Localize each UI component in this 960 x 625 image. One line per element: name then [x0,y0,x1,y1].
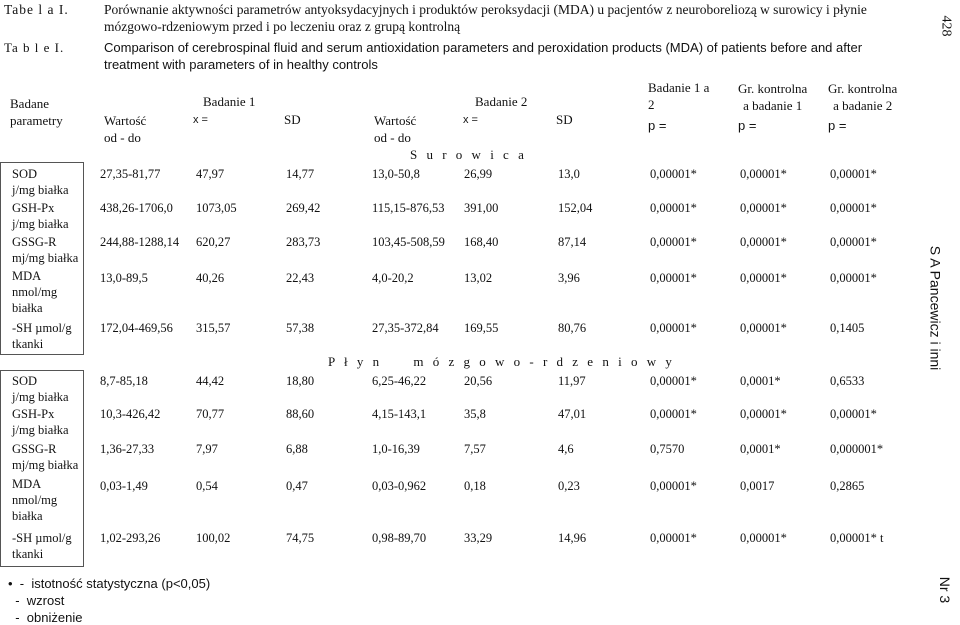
table-cell: 26,99 [464,167,493,181]
header-mean-2: x = [463,114,478,126]
table-cell: 0,00001* [650,321,697,335]
table-cell: 57,38 [286,321,315,335]
table-cell: 283,73 [286,235,321,249]
table-cell: 0,0017 [740,479,775,493]
table-cell: 13,0-50,8 [372,167,420,181]
table-cell: 0,00001* [650,531,697,545]
table-cell: 40,26 [196,271,225,285]
table-cell: 115,15-876,53 [372,201,445,215]
table-cell: 4,6 [558,442,574,456]
table-cell: 0,00001* [740,167,787,181]
footnotes [8,575,210,625]
header-p-3: p = [828,118,847,133]
table-cell: 13,0-89,5 [100,271,148,285]
table-cell: 0,2865 [830,479,865,493]
table-cell: 47,01 [558,407,587,421]
table-cell: 391,00 [464,201,499,215]
header-sd-2: SD [556,112,573,127]
param-label: SOD j/mg białka [12,374,69,404]
section-csf: P ł y n m ó z g o w o - r d z e n i o w y [328,354,675,369]
table-cell: 0,1405 [830,321,865,335]
table-cell: 0,00001* [830,407,877,421]
table-cell: 6,25-46,22 [372,374,427,388]
table-cell: 0,03-1,49 [100,479,148,493]
caption-label-en: Ta b l e I. [4,40,65,55]
table-cell: 0,00001* [650,374,697,388]
table-cell: 0,00001* [740,531,787,545]
table-cell: 0,00001* [650,407,697,421]
table-cell: 100,02 [196,531,231,545]
header-badanie-2: Badanie 2 [475,94,528,109]
table-cell: 7,97 [196,442,218,456]
table-cell: 438,26-1706,0 [100,201,173,215]
footnote-increase: - wzrost [8,593,65,608]
table-cell: 0,00001* [650,271,697,285]
param-label: MDA nmol/mg białka [12,269,58,315]
table-cell: 0,23 [558,479,580,493]
table-cell: 44,42 [196,374,225,388]
table-cell: 0,00001* [830,271,877,285]
table-cell: 0,00001* [740,235,787,249]
header-control-vs-1: Gr. kontrolna a badanie 1 [738,81,808,113]
table-cell: 80,76 [558,321,587,335]
table-cell: 0,00001* [650,201,697,215]
table-cell: 0,47 [286,479,308,493]
issue-number: Nr 3 [936,576,953,604]
table-cell: 4,0-20,2 [372,271,414,285]
table-cell: 169,55 [464,321,499,335]
table-cell: 70,77 [196,407,225,421]
table-cell: 0,00001* [650,479,697,493]
caption-text-pl: Porównanie aktywności parametrów antyoksydacyjnych i produktów peroksydacji (MDA) u pacjentów z neuroboreliozą w surowicy i płynie mózgowo-rdzeniowym przed i po leczeniu oraz z grupą kontrolną [104,2,867,34]
table-cell: 0,00001* [740,321,787,335]
param-label: GSSG-R mj/mg białka [12,442,79,472]
table-cell: 7,57 [464,442,486,456]
table-cell: 13,0 [558,167,580,181]
table-cell: 0,0001* [740,442,781,456]
table-cell: 269,42 [286,201,321,215]
table-cell: 0,000001* [830,442,884,456]
table-cell: 22,43 [286,271,315,285]
table-cell: 1,0-16,39 [372,442,420,456]
table-cell: 33,29 [464,531,493,545]
header-comparison-1-2: Badanie 1 a 2 [648,80,710,112]
table-cell: 18,80 [286,374,315,388]
table-cell: 0,00001* [650,167,697,181]
table-cell: 1073,05 [196,201,237,215]
param-label: -SH µmol/g tkanki [12,321,72,351]
table-cell: 0,54 [196,479,218,493]
table-cell: 14,77 [286,167,315,181]
table-cell: 152,04 [558,201,593,215]
header-params: Badane parametry [10,96,63,128]
table-cell: 315,57 [196,321,231,335]
caption-label-pl: Tabe l a I. [4,2,69,17]
header-sd-1: SD [284,112,301,127]
table-cell: 0,00001* [740,201,787,215]
header-p-1: p = [648,118,667,133]
table-cell: 168,40 [464,235,499,249]
table-cell: 35,8 [464,407,486,421]
header-badanie-1: Badanie 1 [203,94,256,109]
param-label: GSH-Px j/mg białka [12,201,69,231]
page-number: 428 [938,15,954,37]
table-cell: 14,96 [558,531,587,545]
param-label: GSSG-R mj/mg białka [12,235,79,265]
table-cell: 74,75 [286,531,315,545]
header-range-1: Wartość od - do [104,113,147,145]
table-cell: 0,00001* [740,407,787,421]
param-label: MDA nmol/mg białka [12,477,58,523]
table-cell: 6,88 [286,442,308,456]
table-cell: 0,00001* [830,235,877,249]
table-cell: 0,00001* [650,235,697,249]
running-head-author: S A Pancewicz i inni [927,245,944,371]
table-cell: 27,35-372,84 [372,321,439,335]
table-cell: 0,00001* [830,167,877,181]
table-cell: 11,97 [558,374,586,388]
param-label: GSH-Px j/mg białka [12,407,69,437]
table-cell: 47,97 [196,167,225,181]
header-range-2: Wartość od - do [374,113,417,145]
table-cell: 0,98-89,70 [372,531,427,545]
header-p-2: p = [738,118,757,133]
table-cell: 0,18 [464,479,486,493]
footnote-decrease: - obniżenie [8,610,83,625]
table-cell: 0,7570 [650,442,685,456]
param-label: -SH µmol/g tkanki [12,531,72,561]
table-cell: 0,03-0,962 [372,479,427,493]
table-cell: 172,04-469,56 [100,321,173,335]
table-cell: 244,88-1288,14 [100,235,180,249]
table-cell: 103,45-508,59 [372,235,445,249]
table-cell: 27,35-81,77 [100,167,161,181]
section-serum: S u r o w i c a [410,147,527,162]
table-cell: 10,3-426,42 [100,407,161,421]
table-cell: 20,56 [464,374,493,388]
table-cell: 3,96 [558,271,580,285]
header-control-vs-2: Gr. kontrolna a badanie 2 [828,81,898,113]
table-cell: 0,00001* t [830,531,884,545]
table-cell: 0,0001* [740,374,781,388]
table-cell: 0,00001* [830,201,877,215]
table-cell: 13,02 [464,271,493,285]
table-cell: 620,27 [196,235,231,249]
table-cell: 88,60 [286,407,315,421]
table-cell: 0,00001* [740,271,787,285]
table-cell: 87,14 [558,235,587,249]
table-cell: 4,15-143,1 [372,407,427,421]
footnote-significance: • - istotność statystyczna (p<0,05) [8,576,211,591]
table-cell: 0,6533 [830,374,865,388]
table-cell: 1,02-293,26 [100,531,161,545]
table-cell: 8,7-85,18 [100,374,148,388]
header-mean-1: x = [193,114,208,126]
table-cell: 1,36-27,33 [100,442,155,456]
caption-text-en: Comparison of cerebrospinal fluid and serum antioxidation parameters and peroxidation products (MDA) of patients before and after treatment with parameters of in healthy controls [104,40,863,72]
param-label: SOD j/mg białka [12,167,69,197]
